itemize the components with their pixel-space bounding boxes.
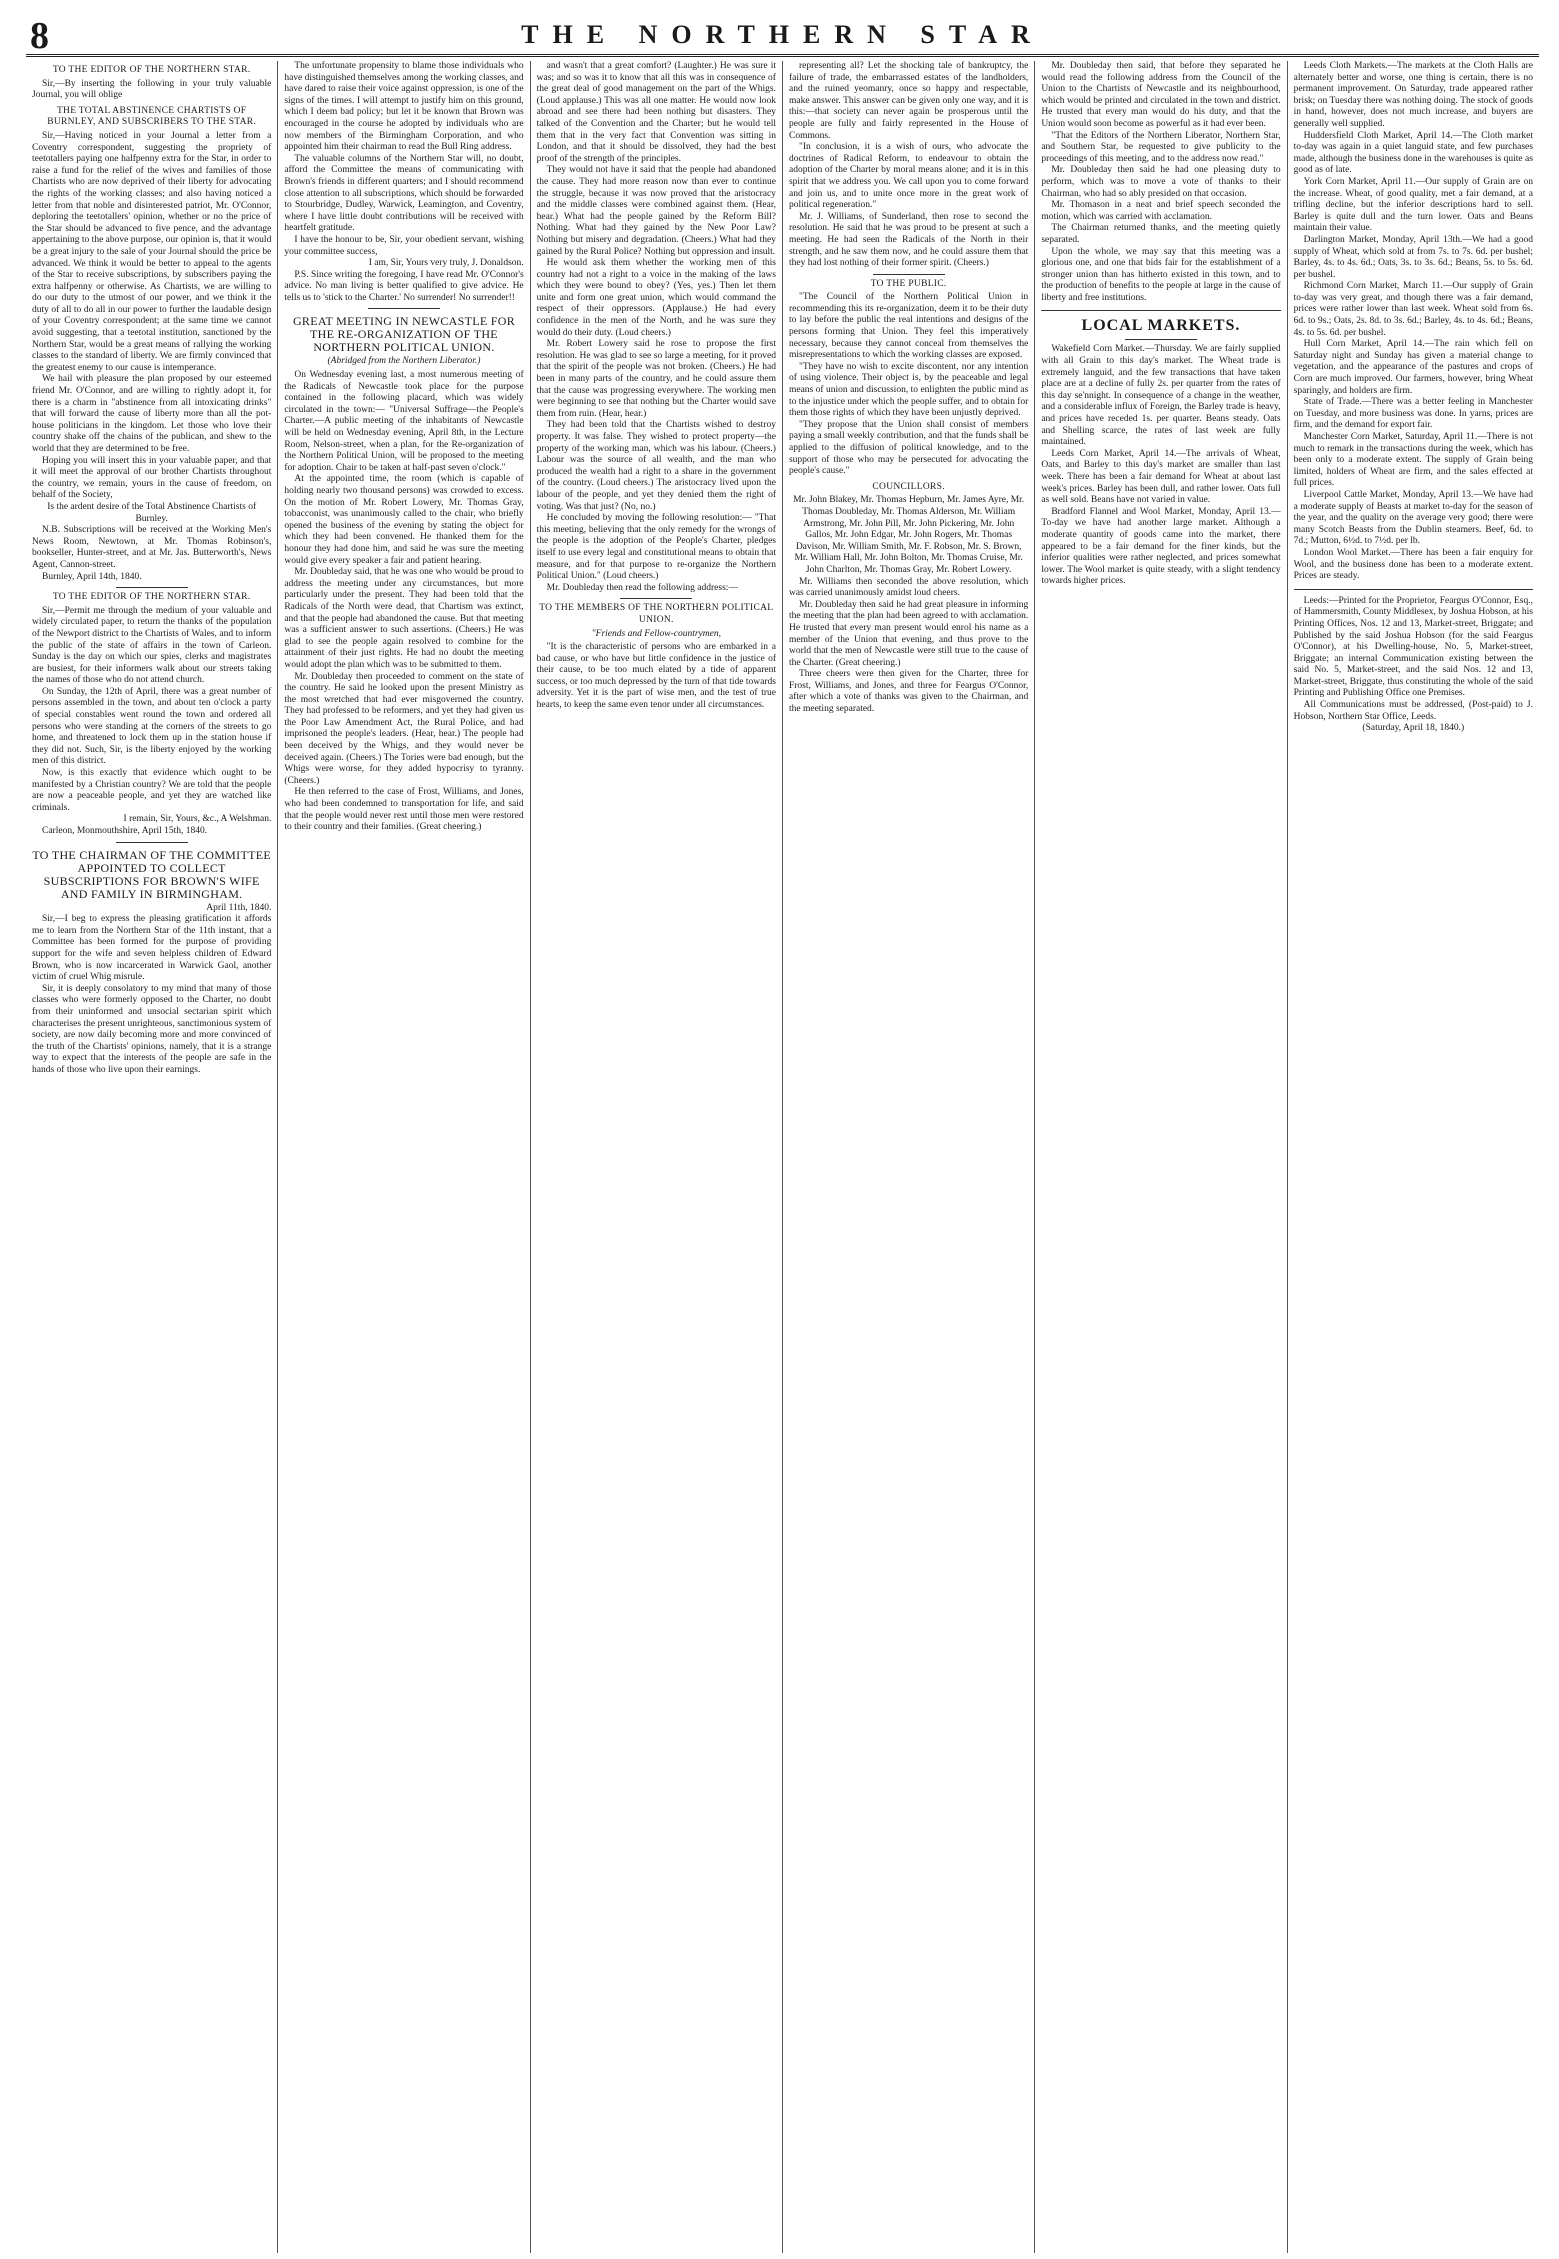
paragraph: Mr. J. Williams, of Sunderland, then rose to second the resolution. He said that he was proud to be present at such a meeting. He had seen the Radicals of the North in their strength, and he saw them now, and he could assure them that they had lost nothing of their former spirit. (Cheers.) [788, 211, 1029, 269]
paragraph: Sir, it is deeply consolatory to my mind that many of those classes who were formerly opposed to the Charter, no doubt from their uninformed and unsocial sectarian spirit which characterises the present unrighteous, sanctimonious system of society, are now daily becoming more and more convinced of the truth of the Chartists' opinions, namely, that it is a strange way to expect that the interests of the people are safe in the hands of those who live upon their earnings. [32, 983, 272, 1075]
paragraph: Mr. Robert Lowery said he rose to propose the first resolution. He was glad to see so large a meeting, for it proved that the spirit of the people was not broken. (Cheers.) He had been in many parts of the country, and he could assure them that the cause was progressing everywhere. The working men were beginning to see that nothing but the Charter would save them from ruin. (Hear, hear.) [536, 339, 776, 419]
dateline: April 11th, 1840. [206, 902, 272, 913]
signature: I am, Sir, Yours very truly, J. Donaldson. [368, 258, 524, 269]
paragraph: P.S. Since writing the foregoing, I have read Mr. O'Connor's advice. No man living is better qualified to give advice. He tells us to 'stick to the Charter.' No surrender! No surrender!! [284, 269, 524, 303]
paragraph: They had been told that the Chartists wished to destroy property. It was false. They wished to protect property—the property of the working man, which was his labour. (Cheers.) Labour was the source of all wealth, and the man who produced the wealth had a right to a share in the government of the country. (Loud cheers.) The aristocracy lived upon the labour of the people, and yet they denied them the right of voting. Was that just? (No, no.) [536, 420, 776, 512]
market-report: Liverpool Cattle Market, Monday, April 13.—We have had a moderate supply of Beasts at market to-day for the season of the year, and the quality on the average very good; there were many Scotch Beasts from the Dublin steamers. Beef, 6d. to 7d.; Mutton, 6½d. to 7½d. per lb. [1293, 489, 1533, 547]
paragraph: Sir,—Having noticed in your Journal a letter from a Coventry correspondent, suggesting the propriety of teetotallers paying one halfpenny extra for the Star, in order to raise a fund for the relief of the wives and families of those Chartists who are now deprived of their liberty for advocating the rights of the working classes; and also having noticed a letter from that noble and disinterested patriot, Mr. O'Connor, deploring the teetotallers' opinion, whether or no the price of the Star should be advanced to five pence, and the advantage appertaining to the above purpose, our opinion is, that it would be a great injury to the sale of your Journal should the price be advanced. We think it would be better to appeal to the agents of the Star to receive subscriptions, by subscribers paying the extra halfpenny or otherwise. As Chartists, we are willing to do our duty to the utmost of our power, and we think it the duty of all to do all in our power to further the laudable design of your Coventry correspondent; at the same time we cannot avoid suggesting, that a teetotal institution, sanctioned by the Northern Star, would be a great means of rallying the working classes to the standard of liberty. We are firmly convinced that the greatest enemy to our cause is intemperance. [32, 130, 272, 373]
paragraph: Sir,—By inserting the following in your truly valuable Journal, you will oblige [32, 78, 272, 101]
paragraph: Mr. Doubleday then proceeded to comment on the state of the country. He said he looked upon the present Ministry as the most wretched that had ever misgoverned the country. They had professed to be reformers, and yet they had given us the Poor Law Amendment Act, the Rural Police, and had imprisoned the people's leaders. (Hear, hear.) The people had been deceived by the Whigs, and they would never be deceived again. (Cheers.) The Tories were bad enough, but the Whigs were worse, for they added hypocrisy to tyranny. (Cheers.) [284, 671, 524, 786]
dateline: Burnley, April 14th, 1840. [42, 571, 142, 582]
paragraph: "The Council of the Northern Political Union in recommending this its re-organization, deem it to be their duty to lay before the public the real intentions and designs of the persons forming that Union. They feel this imperatively necessary, because they cannot conceal from themselves the misrepresentations to which the working classes are exposed. [788, 292, 1029, 361]
article-subheading: "Friends and Fellow-countrymen, [591, 628, 721, 639]
divider [116, 842, 188, 843]
article-heading: THE TOTAL ABSTINENCE CHARTISTS OF BURNLEY, AND SUBSCRIBERS TO THE STAR. [47, 105, 257, 128]
paragraph: Mr. Williams then seconded the above resolution, which was carried unanimously amidst loud cheers. [788, 576, 1029, 599]
paragraph: Mr. Doubleday then said he had great pleasure in informing the meeting that the plan had been agreed to with acclamation. He trusted that every man present would enrol his name as a member of the Union that evening, and thus prove to the world that the men of Newcastle were still true to the cause of the Charter. (Great cheering.) [788, 599, 1029, 668]
article-heading: TO THE EDITOR OF THE NORTHERN STAR. [52, 592, 251, 603]
signature: Is the ardent desire of the Total Abstinence Chartists of Burnley. [47, 501, 257, 524]
column-3 [531, 61, 783, 2253]
market-report: Manchester Corn Market, Saturday, April 11.—There is not much to remark in the transactions during the week, which has been only to a moderate extent. The supply of Grain being limited, holders of Wheat are firm, and the sales effected at full prices. [1293, 432, 1533, 489]
section-heading-local-markets: LOCAL MARKETS. [1081, 317, 1241, 335]
paragraph: Mr. Doubleday then said he had one pleasing duty to perform, which was to move a vote of thanks to their Chairman, who had so ably presided on that occasion. [1041, 165, 1281, 199]
market-report: Wakefield Corn Market.—Thursday. We are fairly supplied with all Grain to this day's market. The Wheat trade is extremely languid, and the few transactions that have taken place are at a decline of fully 2s. per quarter from the rates of this day se'nnight. In consequence of a change in the weather, and a considerable influx of Foreign, the Barley trade is heavy, and prices have receded 1s. per quarter. Beans steady. Oats and Shelling scarce, the rates of last week are fully maintained. [1041, 344, 1281, 448]
market-report: Huddersfield Cloth Market, April 14.—The Cloth market to-day was again in a quiet languid state, and few purchases made, although the business done in the warehouses is quite as good as of late. [1293, 130, 1533, 176]
article-heading: TO THE PUBLIC. [870, 278, 947, 289]
column-1 [26, 61, 278, 2253]
paragraph: "They have no wish to excite discontent, nor any intention of using violence. Their object is, by the peaceable and legal means of union and discussion, to enlighten the public mind as to the injustice under which the people suffer, and to obtain for them those rights of which they have been unjustly deprived. [788, 361, 1029, 419]
paragraph: "It is the characteristic of persons who are embarked in a bad cause, or who have but little confidence in the justice of their cause, to be too much elated by a tide of apparent success, or too much depressed by the turn of that tide towards adversity. Yet it is the part of wise men, and the test of true hearts, to keep the same even tenor under all circumstances. [536, 642, 776, 711]
paragraph: Mr. Doubleday said, that he was one who would be proud to address the meeting under any circumstances, but more particularly under the present. They had been told that the Radicals of the North were dead, that Chartism was extinct, and that the people had abandoned the cause. But that meeting was a sufficient answer to such assertions. (Cheers.) He was glad to see the people again resolved to combine for the attainment of their just rights. He had no doubt the meeting would adopt the plan which was to be submitted to them. [284, 567, 524, 670]
column-4 [783, 61, 1035, 2253]
market-report: Hull Corn Market, April 14.—The rain which fell on Saturday night and Sunday has given a material change to vegetation, and the appearance of the pastures and crops of Corn are much improved. Our farmers, however, bring Wheat sparingly, and holders are firm. [1293, 339, 1533, 396]
paragraph: Now, is this exactly that evidence which ought to be manifested by a Christian country? We are told that the people are now a peaceable people, and yet they are watched like criminals. [32, 768, 272, 813]
divider [1041, 310, 1280, 311]
paragraph: They would not have it said that the people had abandoned the cause. They had more reason now than ever to continue the struggle, because it was now proved that the aristocracy and the middle classes were combined against them. (Hear, hear.) What had the people gained by the Reform Bill? Nothing. What had they gained by the New Poor Law? Nothing but misery and degradation. (Cheers.) What had they gained by the Rural Police? Nothing but oppression and insult. [536, 165, 776, 257]
paragraph: Mr. Doubleday then read the following address:— [546, 582, 738, 593]
divider [873, 274, 945, 275]
market-report: Leeds Corn Market, April 14.—The arrivals of Wheat, Oats, and Barley to this day's market are smaller than last week. There has been a fair demand for Wheat at about last week's prices. Barley has been dull, and rather lower. Oats full as well sold. Beans have not varied in value. [1041, 448, 1281, 506]
paragraph: The Chairman returned thanks, and the meeting quietly separated. [1041, 223, 1281, 245]
signature: I remain, Sir, Yours, &c., A Welshman. [123, 814, 272, 825]
paragraph: Sir,—Permit me through the medium of your valuable and widely circulated paper, to return the thanks of the population of the Newport district to the Chartists of Wales, and to inform the public of the state of affairs in the town of Carleon. Sunday is the day on which our spies, clerks and magistrates are busiest, for their informers walk about our streets taking the names of those who do not attend church. [32, 605, 272, 686]
market-report: Darlington Market, Monday, April 13th.—We had a good supply of Wheat, which sold at from 7s. to 7s. 6d. per bushel; Barley, 4s. to 4s. 6d.; Oats, 3s. to 3s. 6d.; Beans, 5s. to 5s. 6d. per bushel. [1293, 234, 1533, 280]
divider [368, 308, 440, 309]
article-heading: TO THE CHAIRMAN OF THE COMMITTEE APPOINTED TO COLLECT SUBSCRIPTIONS FOR BROWN'S WIFE AND FAMILY IN BIRMINGHAM. [32, 847, 271, 901]
paragraph: Three cheers were then given for the Charter, three for Frost, Williams, and Jones, and three for Feargus O'Connor, after which a vote of thanks was given to the Chairman, and the meeting separated. [788, 669, 1029, 715]
newspaper-title: THE NORTHERN STAR [521, 20, 1044, 49]
paragraph: Hoping you will insert this in your valuable paper, and that it will meet the approval of our brother Chartists throughout the country, we remain, yours in the cause of freedom, on behalf of the Society, [32, 455, 272, 501]
column-6 [1288, 61, 1539, 2253]
article-heading: GREAT MEETING IN NEWCASTLE FOR THE RE-ORGANIZATION OF THE NORTHERN POLITICAL UNION. [292, 314, 516, 355]
market-report: York Corn Market, April 11.—Our supply of Grain are on the increase. Wheat, of good quality, met a fair demand, at a trifling decline, but the inferior descriptions hard to sell. Barley is quite dull and the turn lower. Oats and Beans maintain their value. [1293, 176, 1533, 234]
printer-imprint: Leeds:—Printed for the Proprietor, Feargus O'Connor, Esq., of Hammersmith, County Middlesex, by Joshua Hobson, at his Printing Offices, Nos. 12 and 13, Market-street, Briggate; and Published by the said Joshua Hobson (for the said Feargus O'Connor), at his Dwelling-house, No. 5, Market-street, Briggate; an internal Communication existing between the said No. 5, Market-street, and the said Nos. 12 and 13, Market-street, Briggate, thus constituting the whole of the said Printing and Publishing Office one Premises. [1293, 595, 1533, 699]
councillor-list: Mr. John Blakey, Mr. Thomas Hepburn, Mr. James Ayre, Mr. Thomas Doubleday, Mr. Thomas Alderson, Mr. William Armstrong, Mr. John Pill, Mr. John Pickering, Mr. John Gallos, Mr. John Edgar, Mr. John Rogers, Mr. Thomas Davison, Mr. William Smith, Mr. F. Robson, Mr. S. Brown, Mr. William Hall, Mr. John Bolton, Mr. Thomas Cruise, Mr. John Charlton, Mr. Thomas Gray, Mr. Robert Lowery. [793, 495, 1025, 575]
paragraph: "They propose that the Union shall consist of members paying a small weekly contribution, and that the funds shall be applied to the diffusion of political knowledge, and to the support of those who may be persecuted for advocating the people's cause." [788, 419, 1029, 477]
paragraph: I have the honour to be, Sir, your obedient servant, wishing your committee success, [284, 234, 524, 257]
divider [1294, 589, 1533, 590]
column-5 [1035, 61, 1287, 2253]
paragraph: The valuable columns of the Northern Star will, no doubt, afford the Committee the means of communicating with Brown's friends in different quarters; and I should recommend close attention to all subscriptions, which should be forwarded to Stourbridge, Dudley, Warwick, Leamington, and Coventry, where I have little doubt contributions will be received with heartfelt gratitude. [284, 153, 524, 234]
market-report: Richmond Corn Market, March 11.—Our supply of Grain to-day was very great, and though there was a fair demand, prices were rather lower than last week. Wheat sold from 6s. 6d. to 9s.; Oats, 2s. 8d. to 3s. 6d.; Barley, 4s. to 4s. 6d.; Beans, 4s. to 5s. 6d. per bushel. [1293, 281, 1533, 338]
paragraph: He then referred to the case of Frost, Williams, and Jones, who had been condemned to transportation for life, and said that the people would never rest until those men were restored to their country and their families. (Great cheering.) [284, 787, 524, 833]
article-heading: TO THE EDITOR OF THE NORTHERN STAR. [52, 65, 251, 75]
divider [1125, 339, 1197, 340]
market-report: State of Trade.—There was a better feeling in Manchester on Tuesday, and more business was done. In yarns, prices are firm, and the demand for export fair. [1293, 397, 1533, 431]
paragraph: and wasn't that a great comfort? (Laughter.) He was sure it was; and so was it to know that all this was in consequence of the great deal of good management on the part of the Whigs. (Loud applause.) This was all one matter. He would now look abroad and see there had been nothing but disasters. They talked of the Convention and the Charter; but he would tell them that in the very fact that Convention was sitting in London, and that it should be dissolved, they had the best proof of the strength of the principles. [536, 61, 776, 164]
market-report: Leeds Cloth Markets.—The markets at the Cloth Halls are alternately better and worse, one thing is certain, there is no permanent improvement. On Saturday, trade appeared rather brisk; on Tuesday there was nothing doing. The stock of goods in hand, however, does not much increase, and buyers are generally well supplied. [1293, 61, 1533, 129]
masthead [26, 10, 1539, 57]
article-subheading: (Abridged from the Northern Liberator.) [327, 356, 481, 367]
issue-date: (Saturday, April 18, 1840.) [1362, 723, 1465, 734]
paragraph: He would ask them whether the working men of this country had not a right to a voice in the making of the laws which they were bound to obey? (Yes, yes.) Then let them unite and form one great union, which would command the respect of their oppressors. (Applause.) He had every confidence in the men of the North, and he was sure they would do their duty. (Loud cheers.) [536, 258, 776, 338]
page-number: 8 [30, 15, 49, 57]
divider [620, 598, 692, 599]
article-heading: TO THE MEMBERS OF THE NORTHERN POLITICAL UNION. [539, 603, 774, 625]
paragraph: "That the Editors of the Northern Liberator, Northern Star, and Southern Star, be requested to give publicity to the proceedings of this meeting, and to the address now read." [1041, 130, 1281, 164]
printer-imprint-address: All Communications must be addressed, (Post-paid) to J. Hobson, Northern Star Office, Leeds. [1293, 700, 1533, 722]
paragraph: "In conclusion, it is a wish of ours, who advocate the doctrines of Radical Reform, to endeavour to obtain the adoption of the Charter by moral means alone; and it is in this spirit that we address you. We call upon you to come forward and join us, and to unite once more in the great work of political regeneration." [788, 142, 1029, 211]
paragraph: The unfortunate propensity to blame those individuals who have distinguished themselves among the working classes, and have dared to raise their voice against oppression, is one of the signs of the times. I will attempt to justify him on this ground, which I deem bad policy; but let it be known that Brown was encouraged in the course he adopted by individuals who are now members of the Birmingham Corporation, and who appointed him their chairman to read the Bull Ring address. [284, 61, 524, 153]
paragraph: Mr. Thomason in a neat and brief speech seconded the motion, which was carried with acclamation. [1041, 200, 1281, 222]
divider [116, 587, 188, 588]
paragraph: We hail with pleasure the plan proposed by our esteemed friend Mr. O'Connor, and are willing to rightly adopt it, for there is a charm in "abstinence from all intoxicating drinks" that will forward the cause of liberty more than all the pot-house politicians in the kingdom. Let those who love their country shake off the chains of the publican, and shew to the world that they are determined to be free. [32, 374, 272, 454]
market-report: Bradford Flannel and Wool Market, Monday, April 13.—To-day we have had another large market. Although a moderate quantity of goods came into the market, there appeared to be a fair demand for the finer kinds, but the inferior qualities were rather neglected, and prices somewhat lower. The Wool market is quite steady, with a slight tendency towards higher prices. [1041, 506, 1281, 587]
market-report: London Wool Market.—There has been a fair enquiry for Wool, and the business done has been to a moderate extent. Prices are steady. [1293, 547, 1533, 582]
article-heading: COUNCILLORS. [872, 481, 945, 492]
paragraph: Upon the whole, we may say that this meeting was a glorious one, and one that bids fair for the establishment of a stronger union than has hitherto existed in this town, and to the production of benefits to the people at large in the cause of liberty and free institutions. [1041, 246, 1281, 303]
column-2 [278, 61, 530, 2253]
columns [26, 61, 1539, 2253]
paragraph: He concluded by moving the following resolution:— "That this meeting, believing that the only remedy for the wrongs of the people is the adoption of the People's Charter, pledges itself to use every legal and constitutional means to obtain that measure, and for that purpose to re-organize the Northern Political Union." (Loud cheers.) [536, 513, 776, 582]
paragraph: At the appointed time, the room (which is capable of holding nearly two thousand persons) was crowded to excess. On the motion of Mr. Robert Lowery, Mr. Thomas Gray, tobacconist, was unanimously called to the chair, who briefly opened the business of the evening by stating the object for which they had been convened. He thanked them for the honour they had done him, and said he was sure the meeting would give every speaker a fair and patient hearing. [284, 474, 524, 566]
paragraph: Mr. Doubleday then said, that before they separated he would read the following address from the Council of the Union to the Chartists of Newcastle and its neighbourhood, which would be printed and circulated in the town and district. He trusted that every man would do his duty, and that the Union would soon become as powerful as it had ever been. [1041, 61, 1281, 129]
paragraph: Sir,—I beg to express the pleasing gratification it affords me to learn from the Northern Star of the 11th instant, that a Committee has been formed for the purpose of providing support for the wife and seven helpless children of Edward Brown, who is now incarcerated in Warwick Gaol, another victim of cruel Whig misrule. [32, 914, 272, 983]
paragraph: N.B. Subscriptions will be received at the Working Men's News Room, Newtown, at Mr. Thomas Robinson's, bookseller, Hunter-street, and at Mr. Jas. Butterworth's, News Agent, Cannon-street. [32, 525, 272, 570]
paragraph: representing all? Let the shocking tale of bankruptcy, the failure of trade, the embarrassed estates of the landholders, and the ruined yeomanry, once so happy and respectable, make answer. This answer can be given only one way, and it is this:—that society can never again be prosperous until the people are fully and fairly represented in the House of Commons. [788, 61, 1029, 141]
paragraph: On Sunday, the 12th of April, there was a great number of persons assembled in the town, and about ten o'clock a party of special constables went round the town and ordered all persons who were standing at the corners of the streets to go home, and threatened to lock them up in the station house if they did not. Such, Sir, is the liberty enjoyed by the working men of this district. [32, 686, 272, 767]
paragraph: On Wednesday evening last, a most numerous meeting of the Radicals of Newcastle took place for the purpose contained in the following placard, which was widely circulated in the town:— "Universal Suffrage—the People's Charter.—A public meeting of the inhabitants of Newcastle will be held on Wednesday evening, April 8th, in the Lecture Room, Nelson-street, when a plan, for the Re-organization of the Northern Political Union, will be proposed to the meeting for adoption. Chair to be taken at half-past seven o'clock." [284, 370, 524, 473]
dateline: Carleon, Monmouthshire, April 15th, 1840. [42, 826, 208, 836]
